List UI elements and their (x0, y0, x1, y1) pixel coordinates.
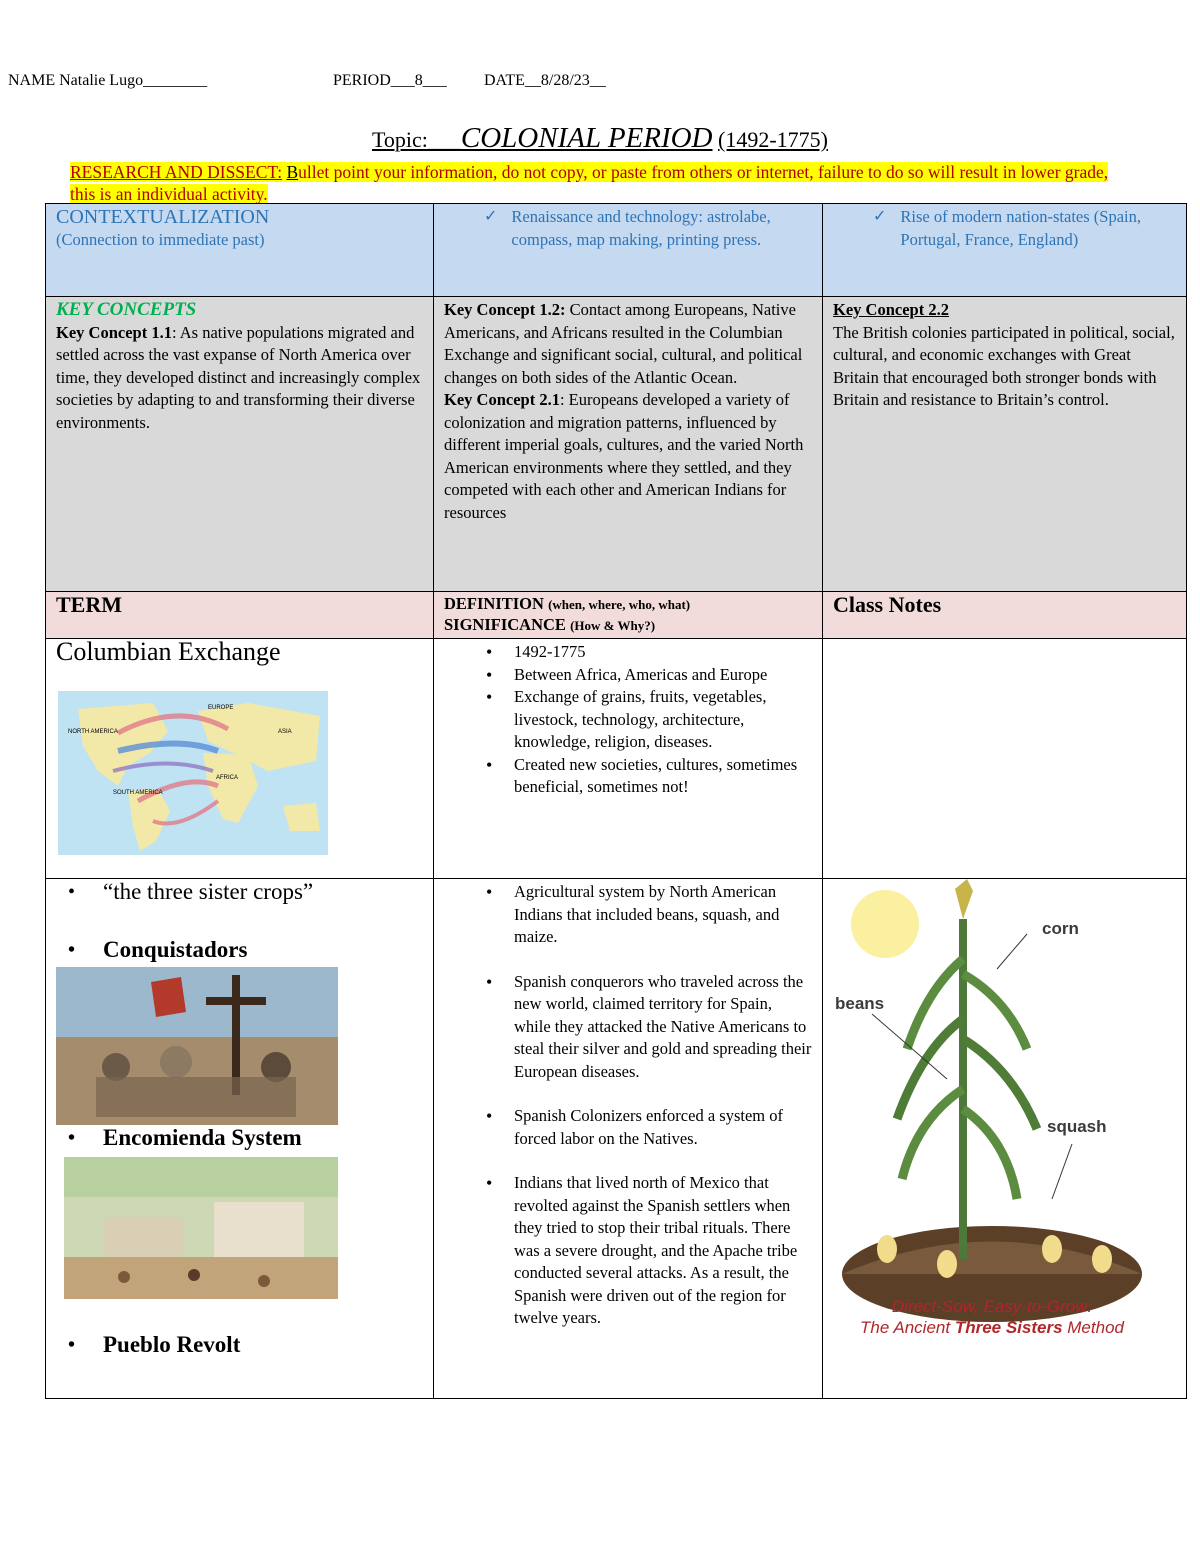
list-item: • Indians that lived north of Mexico that revolted against the Spanish settlers when they tried to stop their tribal rituals. There was a severe drought, and the Apache tribe conducted several attacks. As a result, the Spanish were driven out of the region for twelve years. (444, 1172, 812, 1330)
notes-cell (823, 639, 1187, 879)
instructions-first-letter: B (286, 162, 299, 182)
key-concept-cell-2 (434, 297, 823, 592)
columbian-exchange-map (58, 691, 328, 855)
term-encomienda: • Encomienda System (56, 1127, 302, 1150)
label-corn: corn (1042, 919, 1079, 938)
list-item: • Agricultural system by North American Indians that included beans, squash, and maize. (444, 881, 812, 949)
three-sisters-illustration (827, 879, 1157, 1349)
caption-line-1: Direct-Sow, Easy-to-Grow: (891, 1297, 1093, 1316)
definition-cell (434, 639, 823, 879)
kc21-text: : Europeans developed a variety of colonization and migration patterns, influenced by different imperial goals, cultures, and the varied North American environments where they settled, and they competed with each other and American Indians for resources (444, 390, 804, 522)
conquistadors-painting (56, 967, 338, 1125)
notes-header-label: Class Notes (833, 592, 942, 617)
list-item: • Exchange of grains, fruits, vegetables, livestock, technology, architecture, knowledge, religion, diseases. (444, 686, 812, 754)
kc11 (56, 322, 423, 435)
term-cell (46, 639, 434, 879)
map-label-africa: AFRICA (216, 775, 239, 781)
definition-list (444, 641, 812, 799)
table-row (46, 879, 1187, 1399)
definition-label: DEFINITION (444, 594, 544, 613)
list-item: • Between Africa, Americas and Europe (444, 664, 812, 687)
list-item: • 1492-1775 (444, 641, 812, 664)
term-header (46, 592, 434, 639)
key-concepts-heading: KEY CONCEPTS (56, 299, 197, 320)
notes-header (823, 592, 1187, 639)
context-item-1-text: Renaissance and technology: astrolabe, compass, map making, printing press. (511, 207, 771, 249)
significance-label: SIGNIFICANCE (444, 615, 566, 634)
term-cell (46, 879, 434, 1399)
topic-title: COLONIAL PERIOD (460, 122, 713, 154)
key-concept-cell-1 (46, 297, 434, 592)
check-icon: ✓ (484, 208, 498, 225)
caption-line-2: The Ancient Three Sisters Method (860, 1318, 1124, 1337)
term-columbian-exchange: Columbian Exchange (56, 637, 281, 666)
context-item-2 (823, 204, 1187, 297)
encomienda-painting (64, 1157, 338, 1299)
label-squash: squash (1047, 1117, 1107, 1136)
list-item: • Created new societies, cultures, sometimes beneficial, sometimes not! (444, 754, 812, 799)
context-cell (46, 204, 434, 297)
term-header-label: TERM (56, 592, 122, 617)
context-subtitle: (Connection to immediate past) (56, 229, 265, 249)
context-item-2-text: Rise of modern nation-states (Spain, Portugal, France, England) (900, 207, 1141, 249)
list-item: • Spanish Colonizers enforced a system of forced labor on the Natives. (444, 1105, 812, 1150)
kc22-label: Key Concept 2.2 (833, 300, 949, 319)
check-icon: ✓ (873, 208, 887, 225)
map-label-europe: EUROPE (208, 705, 234, 711)
kc21-label: Key Concept 2.1 (444, 390, 560, 409)
context-item-1 (434, 204, 823, 297)
label-beans: beans (835, 994, 885, 1013)
notes-cell (823, 879, 1187, 1399)
kc11-text: : As native populations migrated and settled across the vast expanse of North America over time, they developed distinct and increasingly complex societies by adapting to and transforming their diverse environments. (56, 322, 421, 432)
definition-sub: (when, where, who, what) (548, 597, 691, 612)
list-item: • Spanish conquerors who traveled across the new world, claimed territory for Spain, while they attacked the Native Americans to steal their silver and gold and spreading their European diseases. (444, 971, 812, 1084)
page-title (0, 122, 1200, 155)
map-label-asia: ASIA (278, 729, 292, 735)
notes-table (45, 203, 1187, 1399)
topic-years: (1492-1775) (718, 127, 828, 152)
map-label-north-america: NORTH AMERICA (68, 729, 118, 735)
definition-list (444, 881, 812, 1330)
name-field: NAME Natalie Lugo________ (8, 72, 208, 89)
kc22-text: The British colonies participated in political, social, cultural, and economic exchanges with Great Britain that encouraged both stronger bonds with Britain and resistance to Britain’s control. (833, 322, 1175, 409)
kc12 (444, 299, 812, 389)
significance-sub: (How & Why?) (570, 618, 656, 633)
term-three-sisters: • “the three sister crops” (56, 881, 423, 904)
kc12-text: Contact among Europeans, Native Americans, and Africans resulted in the Columbian Exchange and significant social, cultural, and political changes on both sides of the Atlantic Ocean. (444, 300, 803, 387)
column-header-row (46, 592, 1187, 639)
topic-label: Topic: (371, 127, 428, 152)
table-row (46, 639, 1187, 879)
definition-header (434, 592, 823, 639)
term-pueblo-revolt: • Pueblo Revolt (56, 1334, 240, 1357)
period-field: PERIOD___8___ (333, 72, 447, 89)
context-title: CONTEXTUALIZATION (56, 206, 270, 228)
kc11-label: Key Concept 1.1 (56, 322, 172, 342)
instructions (70, 161, 1130, 205)
instructions-text: ullet point your information, do not copy, or paste from others or internet, failure to do so will result in lower grade, this is an individual activity. (70, 162, 1109, 204)
kc21 (444, 389, 812, 524)
date-field: DATE__8/28/23__ (484, 72, 606, 89)
instructions-label: RESEARCH AND DISSECT: (70, 162, 283, 182)
context-row (46, 204, 1187, 297)
definition-cell (434, 879, 823, 1399)
term-conquistadors: • Conquistadors (56, 939, 247, 962)
key-concept-cell-3 (823, 297, 1187, 592)
map-label-south-america: SOUTH AMERICA (113, 790, 163, 796)
kc12-label: Key Concept 1.2: (444, 300, 566, 319)
key-concepts-row (46, 297, 1187, 592)
topic-blank: ___ (427, 127, 461, 152)
